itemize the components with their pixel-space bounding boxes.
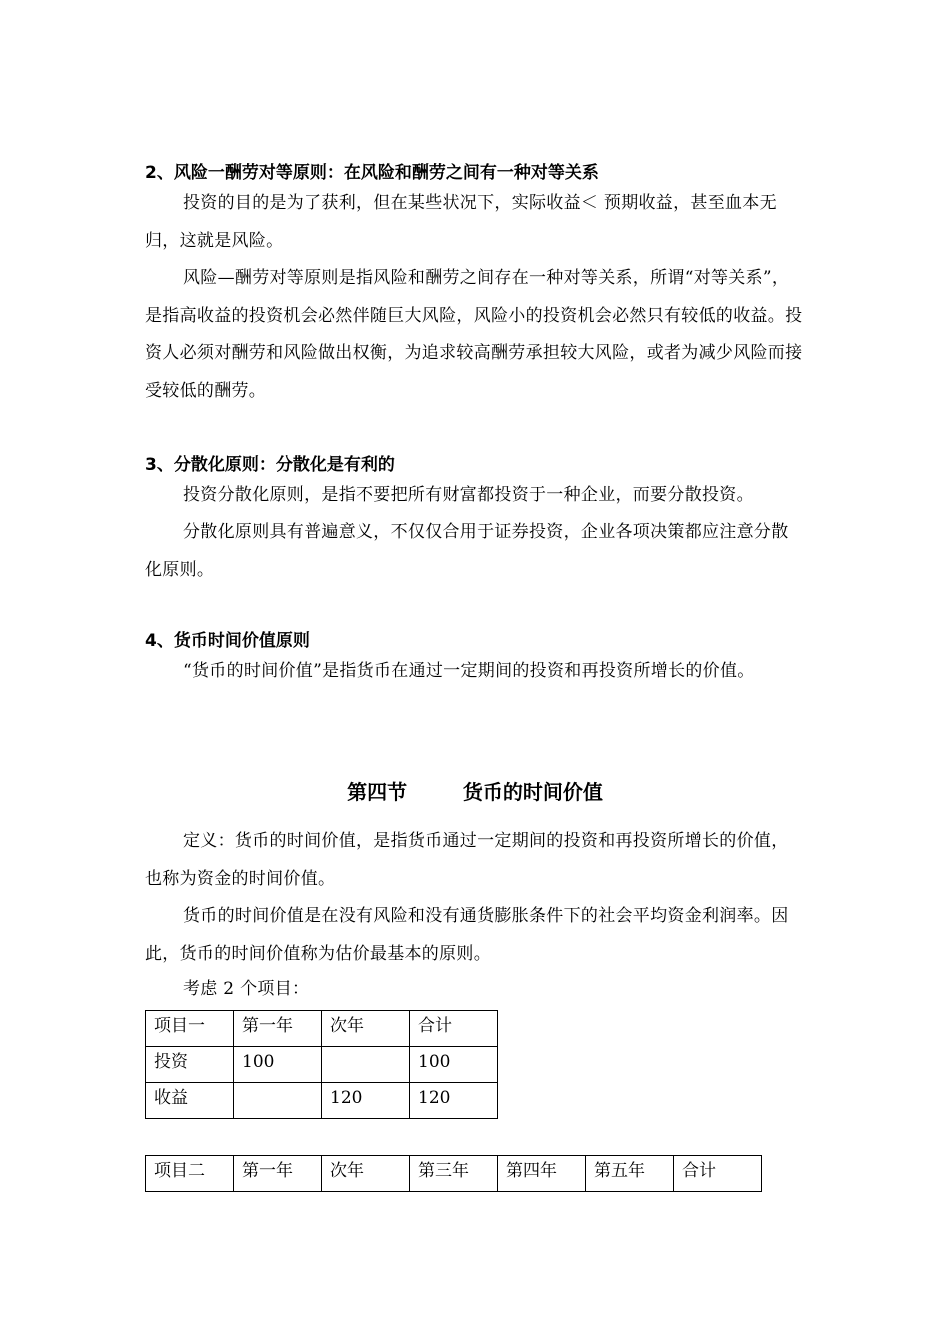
paragraph-time-value-definition: “货币的时间价值”是指货币在通过一定期间的投资和再投资所增长的价值。 <box>183 661 755 681</box>
table-cell: 100 <box>234 1047 322 1083</box>
table-cell: 合计 <box>410 1011 498 1047</box>
table-row <box>146 1156 762 1192</box>
table-cell: 100 <box>410 1047 498 1083</box>
table-cell: 第一年 <box>234 1011 322 1047</box>
table-row <box>146 1011 498 1047</box>
table-cell: 收益 <box>146 1083 234 1119</box>
paragraph-risk-definition: 投资的目的是为了获利，但在某些状况下，实际收益＜ 预期收益，甚至血本无归，这就是风险。 <box>145 193 777 251</box>
paragraph-time-value-rate: 货币的时间价值是在没有风险和没有通货膨胀条件下的社会平均资金利润率。因此，货币的时间价值称为估价最基本的原则。 <box>145 906 789 964</box>
table-cell: 合计 <box>674 1156 762 1192</box>
table-cell: 项目二 <box>146 1156 234 1192</box>
heading-risk-reward: 2、风险一酬劳对等原则：在风险和酬劳之间有一种对等关系 <box>145 163 599 183</box>
paragraph-two-projects: 考虑 2 个项目： <box>183 979 310 999</box>
paragraph-definition: 定义：货币的时间价值，是指货币通过一定期间的投资和再投资所增长的价值，也称为资金的时间价值。 <box>145 831 789 889</box>
table-row <box>146 1083 498 1119</box>
table-cell: 120 <box>322 1083 410 1119</box>
heading-diversification: 3、分散化原则：分散化是有利的 <box>145 455 395 475</box>
table-cell: 第五年 <box>586 1156 674 1192</box>
heading-time-value: 4、货币时间价值原则 <box>145 631 310 651</box>
table-cell: 120 <box>410 1083 498 1119</box>
table-cell: 次年 <box>322 1156 410 1192</box>
table-row <box>146 1047 498 1083</box>
table-cell: 次年 <box>322 1011 410 1047</box>
table-cell <box>234 1083 322 1119</box>
table-cell <box>322 1047 410 1083</box>
project-one-table <box>145 1010 498 1119</box>
table-cell: 第四年 <box>498 1156 586 1192</box>
paragraph-diversification-scope: 分散化原则具有普遍意义，不仅仅合用于证券投资，企业各项决策都应注意分散化原则。 <box>145 522 789 580</box>
paragraph-diversification-definition: 投资分散化原则，是指不要把所有财富都投资于一种企业，而要分散投资。 <box>183 485 754 505</box>
table-cell: 项目一 <box>146 1011 234 1047</box>
table-cell: 第三年 <box>410 1156 498 1192</box>
paragraph-risk-reward-principle: 风险—酬劳对等原则是指风险和酬劳之间存在一种对等关系，所谓“对等关系”，是指高收益的投资机会必然伴随巨大风险，风险小的投资机会必然只有较低的收益。投资人必须对酬劳和风险做出权衡，为追求较高酬劳承担较大风险，或者为减少风险而接受较低的酬劳。 <box>145 268 803 401</box>
table-cell: 投资 <box>146 1047 234 1083</box>
section-title: 第四节 货币的时间价值 <box>347 780 603 804</box>
project-two-table <box>145 1155 762 1192</box>
table-cell: 第一年 <box>234 1156 322 1192</box>
